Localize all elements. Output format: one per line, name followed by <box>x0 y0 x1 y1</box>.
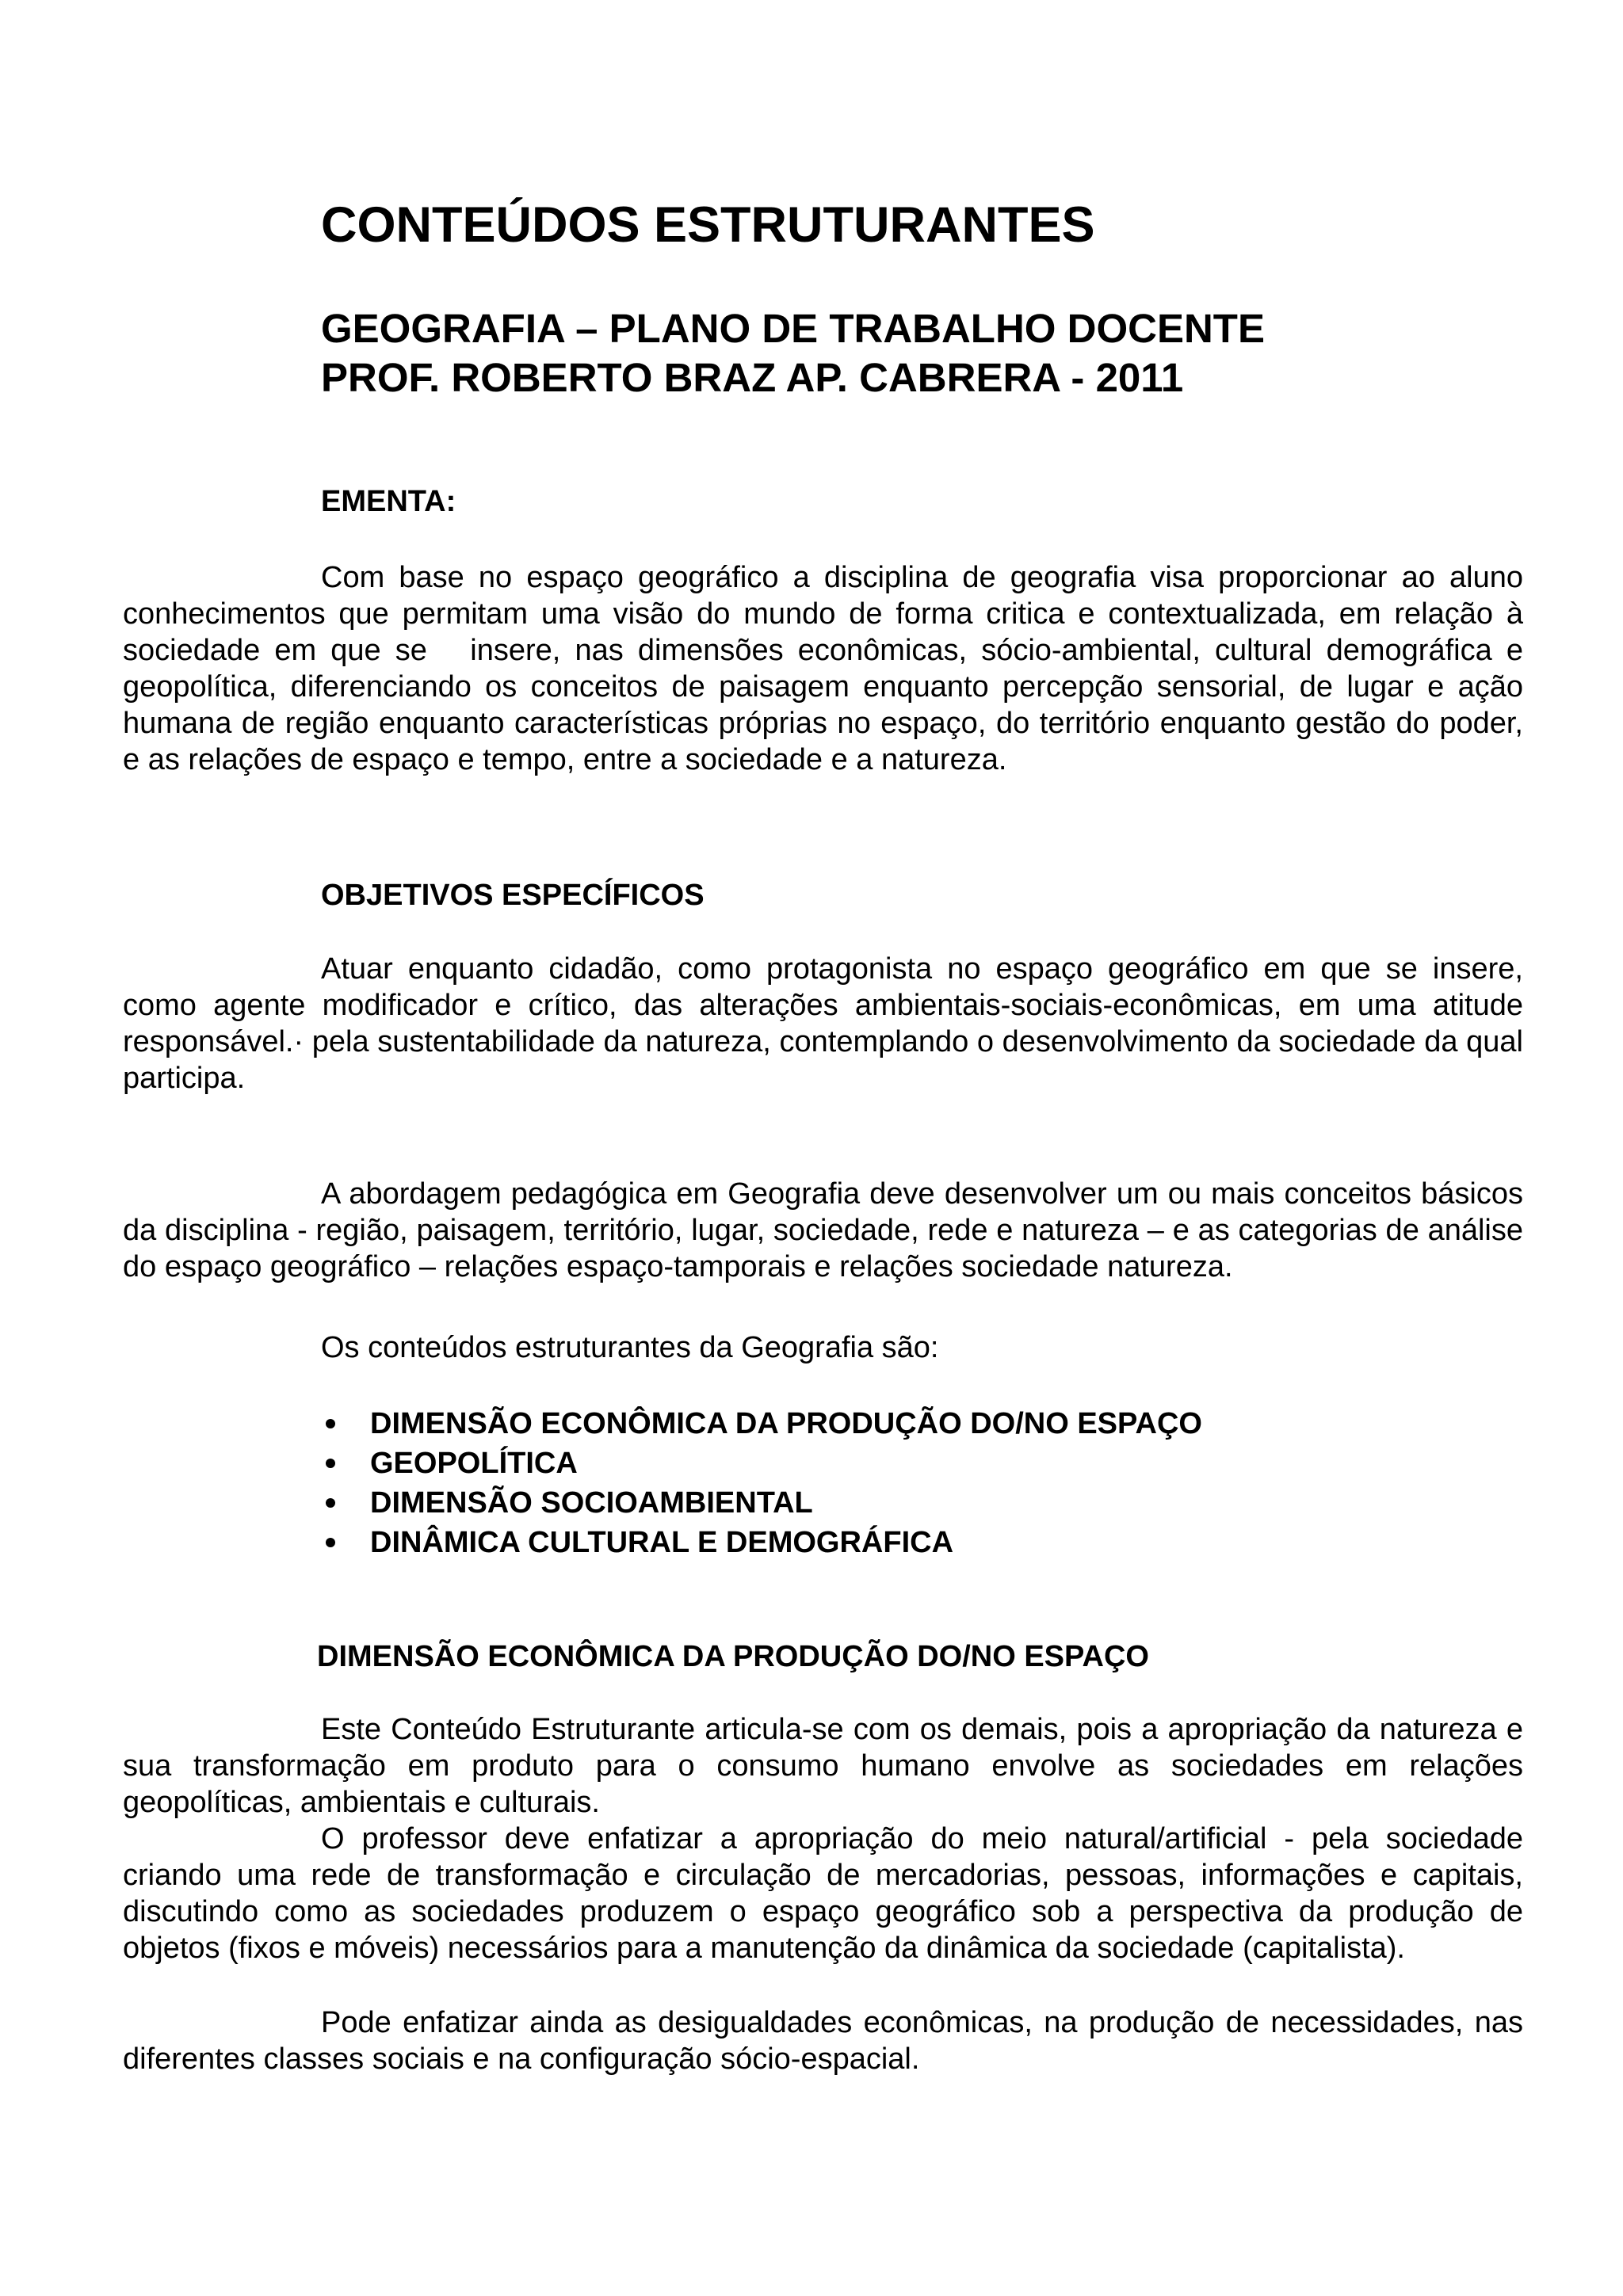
abordagem-paragraph: A abordagem pedagógica em Geografia deve desenvolver um ou mais conceitos básicos da disciplina - região, paisagem, território, lugar, sociedade, rede e natureza – e as categorias de análise do espaço geográfico – relações espaço-tamporais e relações sociedade natureza. <box>123 1177 1523 1283</box>
conteudos-intro: Os conteúdos estruturantes da Geografia são: <box>321 1331 939 1364</box>
list-item: DINÂMICA CULTURAL E DEMOGRÁFICA <box>321 1523 1202 1562</box>
list-item: DIMENSÃO SOCIOAMBIENTAL <box>321 1483 1202 1523</box>
subtitle-line-2: PROF. ROBERTO BRAZ AP. CABRERA - 2011 <box>321 355 1184 400</box>
dimensao-paragraph-3: Pode enfatizar ainda as desigualdades econômicas, na produção de necessidades, nas diferentes classes sociais e na configuração sócio-espacial. <box>123 2006 1523 2076</box>
bullet-icon <box>326 1419 335 1428</box>
bullet-icon <box>326 1538 335 1547</box>
dimensao-paragraph-2: O professor deve enfatizar a apropriação do meio natural/artificial - pela sociedade criando uma rede de transformação e circulação de mercadorias, pessoas, informações e capitais, discutindo como as sociedades produzem o espaço geográfico sob a perspectiva da produção de objetos (fixos e móveis) necessários para a manutenção da dinâmica da sociedade (capitalista). <box>123 1822 1523 1965</box>
ementa-paragraph: Com base no espaço geográfico a disciplina de geografia visa proporcionar ao aluno conhecimentos que permitam uma visão do mundo de forma critica e contextualizada, em relação à sociedade em que se insere, nas dimensões econômicas, sócio-ambiental, cultural demográfica e geopolítica, diferenciando os conceitos de paisagem enquanto percepção sensorial, de lugar e ação humana de região enquanto características próprias no espaço, do território enquanto gestão do poder, e as relações de espaço e tempo, entre a sociedade e a natureza. <box>123 561 1532 776</box>
bullet-icon <box>326 1498 335 1508</box>
list-item: GEOPOLÍTICA <box>321 1444 1202 1483</box>
document-title: CONTEÚDOS ESTRUTURANTES <box>321 197 1095 253</box>
document-subtitle <box>321 304 1265 402</box>
subtitle-line-1: GEOGRAFIA – PLANO DE TRABALHO DOCENTE <box>321 306 1265 351</box>
bullet-icon <box>326 1459 335 1468</box>
dimensao-paragraph-1: Este Conteúdo Estruturante articula-se com os demais, pois a apropriação da natureza e sua transformação em produto para o consumo humano envolve as sociedades em relações geopolíticas, ambientais e culturais. <box>123 1713 1523 1819</box>
objetivos-paragraph: Atuar enquanto cidadão, como protagonista no espaço geográfico em que se insere, como agente modificador e crítico, das alterações ambientais-sociais-econômicas, em uma atitude responsável.· pela sustentabilidade da natureza, contemplando o desenvolvimento da sociedade da qual participa. <box>123 952 1523 1095</box>
list-item: DIMENSÃO ECONÔMICA DA PRODUÇÃO DO/NO ESPAÇO <box>321 1404 1202 1444</box>
dimensao-heading: DIMENSÃO ECONÔMICA DA PRODUÇÃO DO/NO ESPAÇO <box>317 1640 1149 1673</box>
ementa-heading: EMENTA: <box>321 485 456 518</box>
conteudos-list <box>321 1404 1202 1562</box>
objetivos-heading: OBJETIVOS ESPECÍFICOS <box>321 879 705 912</box>
